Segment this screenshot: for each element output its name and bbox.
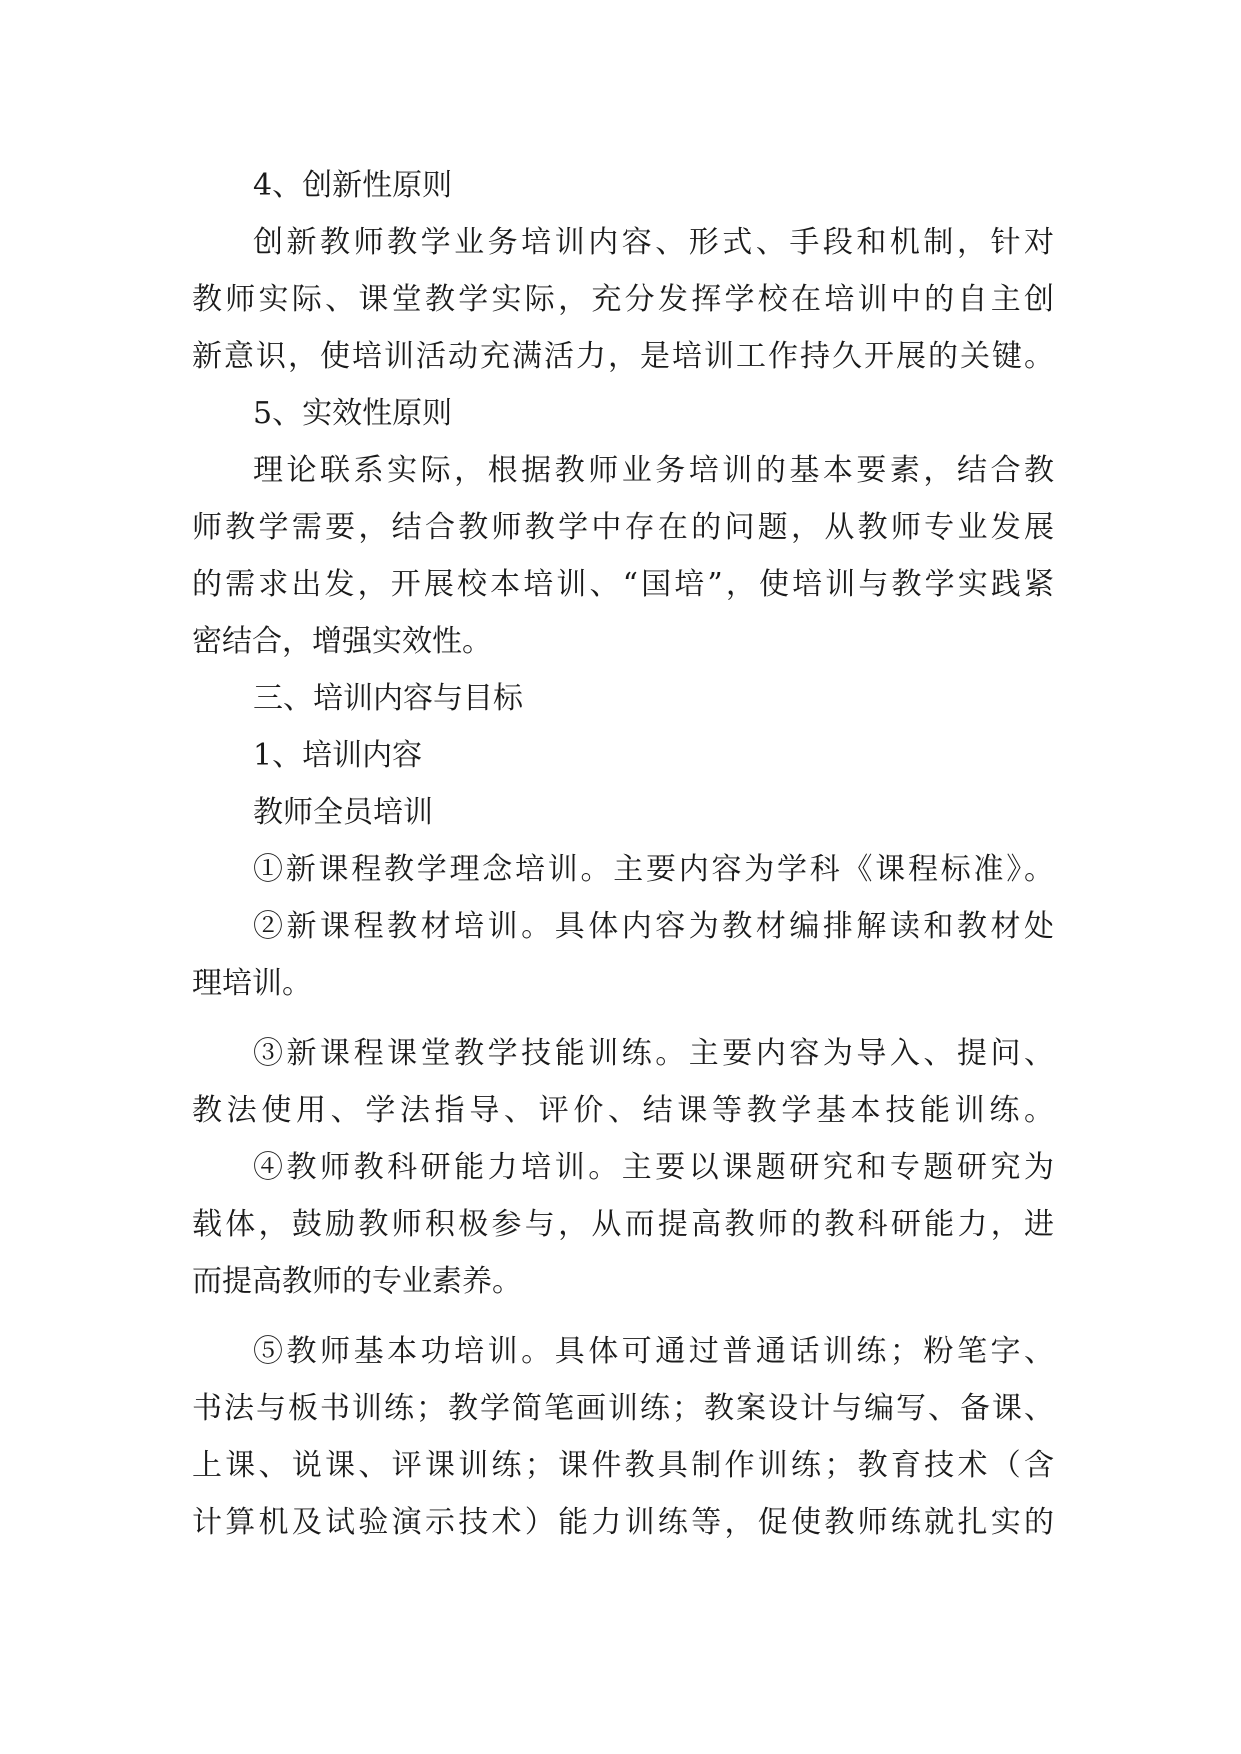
paragraph-line: 理论联系实际，根据教师业务培训的基本要素，结合教 [253,453,1054,488]
paragraph-line: 的需求出发，开展校本培训、“国培”，使培训与教学实践紧 [192,567,1054,602]
list-item-4-continued: 而提高教师的专业素养。 [192,1264,522,1299]
list-item-5: ⑤教师基本功培训。具体可通过普通话训练；粉笔字、 [253,1334,1054,1369]
paragraph-line: 创新教师教学业务培训内容、形式、手段和机制，针对 [253,225,1054,260]
paragraph-line: 教师实际、课堂教学实际，充分发挥学校在培训中的自主创 [192,282,1054,317]
list-item-5-continued: 上课、说课、评课训练；课件教具制作训练；教育技术（含 [192,1448,1054,1483]
list-item-2-continued: 理培训。 [192,966,312,1001]
list-item-4: ④教师教科研能力培训。主要以课题研究和专题研究为 [253,1150,1054,1185]
subheading-training-content: 1、培训内容 [253,738,423,773]
paragraph-line: 新意识，使培训活动充满活力，是培训工作持久开展的关键。 [192,339,1054,374]
list-item-2: ②新课程教材培训。具体内容为教材编排解读和教材处 [253,909,1054,944]
heading-innovation-principle: 4、创新性原则 [253,168,453,203]
heading-effectiveness-principle: 5、实效性原则 [253,396,453,431]
paragraph-line: 师教学需要，结合教师教学中存在的问题，从教师专业发展 [192,510,1054,545]
list-item-5-continued: 计算机及试验演示技术）能力训练等，促使教师练就扎实的 [192,1505,1054,1540]
section-heading-training-content: 三、培训内容与目标 [253,681,523,716]
paragraph-line: 密结合，增强实效性。 [192,624,492,659]
list-item-3-continued: 教法使用、学法指导、评价、结课等教学基本技能训练。 [192,1093,1054,1128]
list-item-3: ③新课程课堂教学技能训练。主要内容为导入、提问、 [253,1036,1054,1071]
subheading-all-teachers-training: 教师全员培训 [253,795,433,830]
list-item-5-continued: 书法与板书训练；教学简笔画训练；教案设计与编写、备课、 [192,1391,1054,1426]
list-item-4-continued: 载体，鼓励教师积极参与，从而提高教师的教科研能力，进 [192,1207,1054,1242]
list-item-1: ①新课程教学理念培训。主要内容为学科《课程标准》。 [253,852,1054,887]
